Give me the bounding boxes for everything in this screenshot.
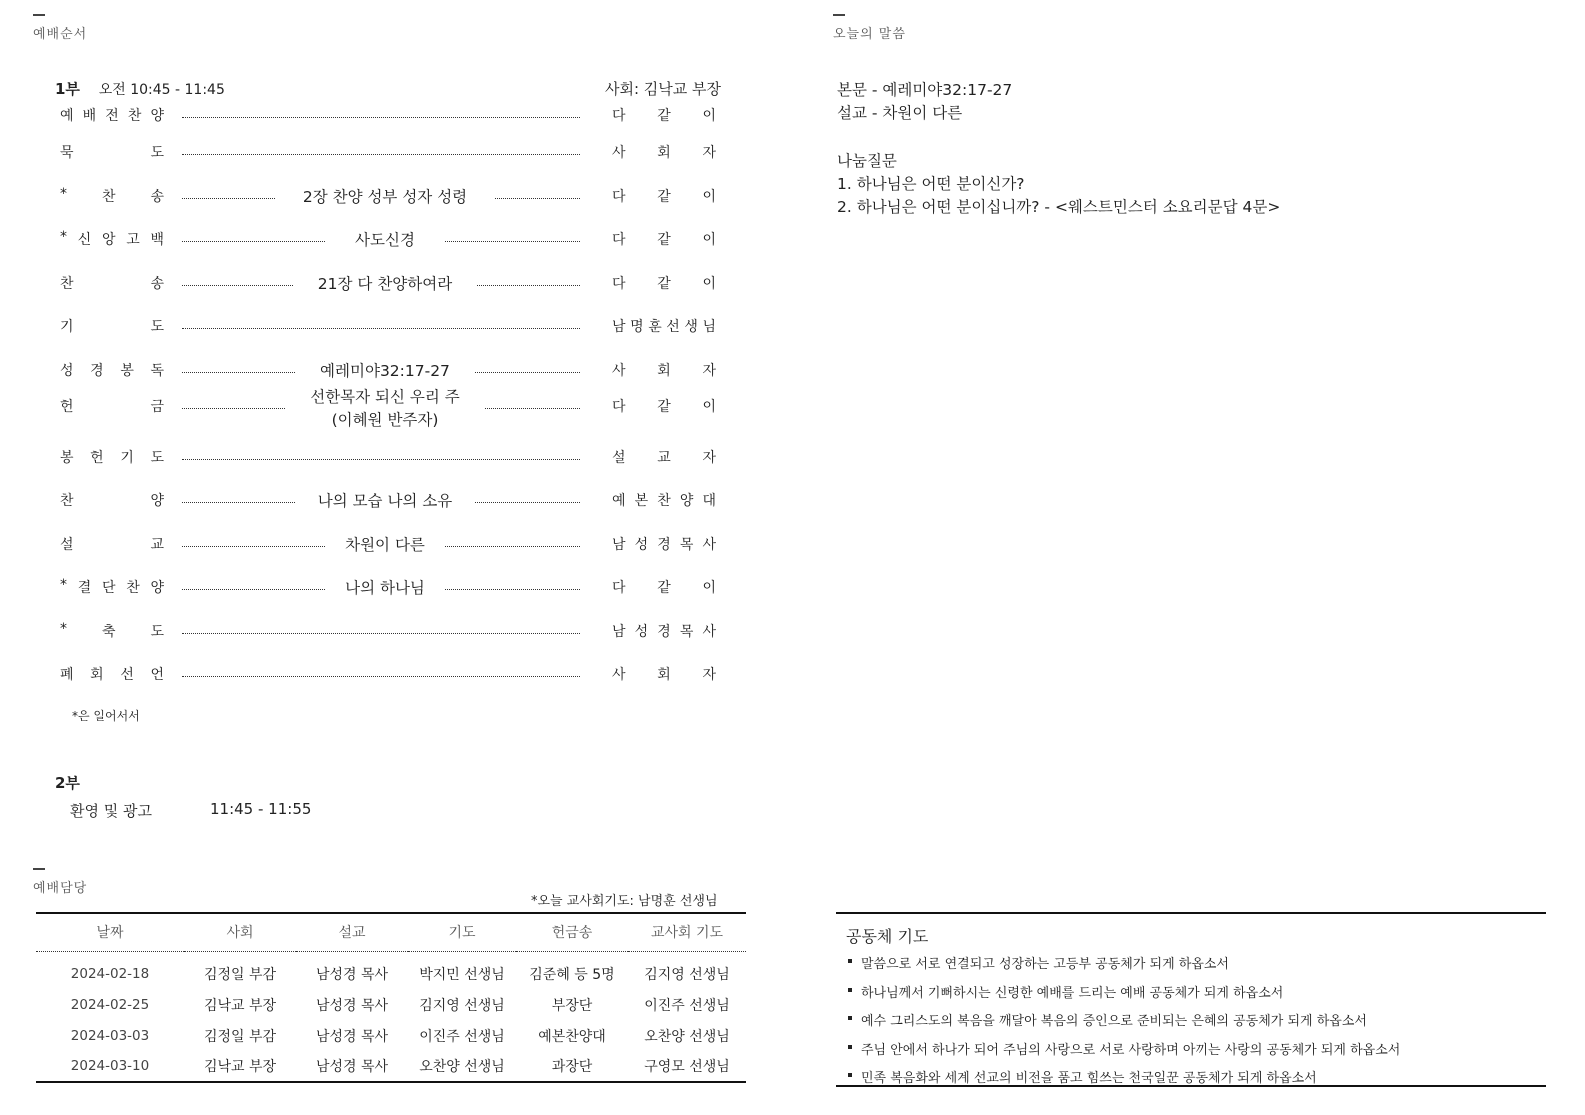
order-who-char: 본 [634, 493, 649, 509]
duty-table [36, 912, 746, 1083]
col-host: 사회 [184, 913, 296, 951]
order-item-who [612, 664, 716, 684]
cell-offering-song: 부장단 [551, 997, 593, 1014]
order-name-char: 회 [90, 667, 104, 683]
order-name-char: 양 [150, 580, 164, 596]
order-item-name [60, 664, 164, 684]
order-item-name [60, 534, 164, 554]
bullet-icon [848, 959, 852, 963]
order-who-char: 목 [679, 624, 694, 640]
order-name-char: 찬 [101, 189, 116, 205]
col-prayer: 기도 [408, 913, 516, 951]
order-name-char: 찬 [60, 276, 74, 292]
order-who-char: 이 [702, 580, 716, 596]
order-item-name [60, 229, 164, 249]
leader-dots [182, 676, 580, 677]
order-who-char: 경 [657, 624, 671, 640]
prayer-text: 예수 그리스도의 복음을 깨달아 복음의 증인으로 준비되는 은혜의 공동체가 되게 하옵소서 [861, 1014, 1367, 1029]
scripture-text: 본문 - 예레미야32:17-27 [837, 81, 1013, 99]
order-item-content: 2장 찬양 성부 성자 성령 [302, 188, 468, 206]
order-item-who [612, 105, 716, 125]
order-who-char: 님 [702, 319, 716, 335]
order-item-content: 사도신경 [355, 231, 415, 249]
leader-dots [182, 459, 580, 460]
cell-offering-song: 예본찬양대 [538, 1028, 606, 1045]
order-name-char: 기 [120, 450, 134, 466]
leader-dots [182, 328, 580, 329]
order-who-char: 같 [657, 580, 671, 596]
col-teacher-prayer: 교사회 기도 [628, 913, 746, 951]
table-row [36, 1020, 746, 1051]
order-who-char: 남 [612, 624, 626, 640]
order-item-who [612, 534, 716, 554]
order-who-char: 같 [657, 399, 671, 415]
order-who-char: 다 [612, 399, 626, 415]
order-name-char: 배 [82, 108, 97, 124]
order-name-char: 송 [150, 276, 164, 292]
order-name-char: 도 [150, 319, 164, 335]
order-row [60, 490, 720, 512]
order-row [60, 534, 720, 556]
word-section-header [833, 14, 906, 42]
table-row [36, 1051, 746, 1082]
order-who-char: 명 [630, 319, 644, 335]
order-name-char: 봉 [120, 363, 134, 379]
table-row [36, 989, 746, 1020]
leader-dots [182, 154, 580, 155]
part2-time: 11:45 - 11:55 [210, 800, 312, 818]
order-row [60, 664, 720, 686]
order-who-char: 자 [702, 667, 716, 683]
order-name-char: 헌 [90, 450, 104, 466]
col-sermon: 설교 [296, 913, 408, 951]
order-who-char: 예 [612, 493, 626, 509]
order-name-char: 고 [126, 232, 140, 248]
order-who-char: 자 [702, 145, 716, 161]
order-name-char: 송 [150, 189, 164, 205]
bullet-icon [848, 1073, 852, 1077]
order-who-char: 사 [702, 624, 716, 640]
order-who-char: 생 [684, 319, 698, 335]
order-name-char: 금 [150, 399, 164, 415]
order-who-char: 회 [657, 145, 671, 161]
cell-date: 2024-03-03 [70, 1027, 150, 1044]
word-section-label: 오늘의 말씀 [833, 26, 906, 42]
order-who-char: 설 [612, 450, 626, 466]
order-item-who [612, 229, 716, 249]
cell-offering-song: 과장단 [516, 1051, 628, 1082]
order-who-char: 남 [612, 319, 626, 335]
order-row [60, 142, 720, 164]
cell-host: 김낙교 부장 [184, 1051, 296, 1082]
questions-title: 나눔질문 [837, 152, 897, 170]
order-item-name [60, 621, 164, 641]
order-row [60, 273, 720, 295]
order-who-char: 다 [612, 580, 626, 596]
order-item-name [60, 447, 164, 467]
order-name-char: 찬 [126, 580, 140, 596]
cell-prayer: 이진주 선생님 [419, 1028, 505, 1045]
list-item [848, 953, 1400, 982]
order-item-content: 21장 다 찬양하여라 [317, 275, 453, 293]
list-item [848, 1010, 1400, 1039]
order-name-char: 성 [60, 363, 74, 379]
prayer-text: 주님 안에서 하나가 되어 주님의 사랑으로 서로 사랑하며 아끼는 사랑의 공동체가 되게 하옵소서 [861, 1042, 1401, 1058]
order-item-content: 나의 하나님 [345, 579, 425, 597]
order-who-char: 사 [612, 363, 626, 379]
order-item-who [612, 186, 716, 206]
stand-note: *은 일어서서 [72, 709, 140, 723]
col-date: 날짜 [36, 913, 184, 951]
order-item-name [60, 186, 164, 206]
order-name-char: 도 [150, 145, 164, 161]
order-item-who [612, 447, 716, 467]
order-who-char: 목 [679, 537, 694, 553]
part2-number: 2부 [55, 774, 80, 792]
order-who-char: 이 [702, 108, 716, 124]
cell-host: 김정일 부감 [203, 1028, 277, 1045]
order-name-char: 찬 [60, 493, 74, 509]
order-row [60, 186, 720, 208]
order-item-name [60, 490, 164, 510]
order-item-name [60, 273, 164, 293]
order-section-label: 예배순서 [33, 26, 88, 42]
order-who-char: 교 [657, 450, 671, 466]
part1-host: 사회: 김낙교 부장 [605, 80, 722, 98]
order-row [60, 447, 720, 469]
cell-sermon: 남성경 목사 [315, 967, 389, 984]
duty-section-header [33, 868, 87, 896]
order-section-header [33, 14, 87, 42]
order-who-char: 다 [612, 232, 626, 248]
part2-header [55, 772, 94, 793]
bullet-icon [848, 1016, 852, 1020]
order-who-char: 이 [702, 276, 716, 292]
order-name-char: 선 [120, 667, 134, 683]
cell-sermon: 남성경 목사 [315, 997, 389, 1014]
order-row [60, 229, 720, 251]
cell-host: 김정일 부감 [203, 967, 277, 984]
order-who-char: 다 [612, 189, 626, 205]
bullet-icon [848, 1045, 852, 1049]
order-who-char: 사 [612, 145, 626, 161]
order-name-char: 설 [60, 537, 74, 553]
sermon-title: 설교 - 차원이 다른 [837, 104, 963, 122]
cell-date: 2024-02-25 [70, 996, 150, 1013]
order-name-char: 경 [90, 363, 104, 379]
order-name-char: 백 [150, 232, 164, 248]
order-item-who [612, 142, 716, 162]
order-name-char: 도 [150, 450, 164, 466]
order-name-char: 봉 [60, 450, 74, 466]
order-name-char: 단 [101, 580, 116, 596]
question-item: 1. 하나님은 어떤 분이신가? [837, 175, 1025, 193]
order-name-char: 찬 [127, 108, 142, 124]
order-name-char: 앙 [101, 232, 116, 248]
order-who-char: 회 [657, 363, 671, 379]
order-who-char: 다 [612, 276, 626, 292]
order-name-char: 교 [150, 537, 164, 553]
order-who-char: 훈 [648, 319, 662, 335]
leader-dots [182, 117, 580, 118]
prayer-text: 민족 복음화와 세계 선교의 비전을 품고 힘쓰는 천국일꾼 공동체가 되게 하옵소서 [861, 1071, 1317, 1086]
order-item-content: 나의 모습 나의 소유 [317, 492, 453, 510]
prayer-text: 하나님께서 기뻐하시는 신령한 예배를 드리는 예배 공동체가 되게 하옵소서 [861, 985, 1284, 1001]
order-name-char: * [60, 621, 67, 637]
order-item-who [612, 273, 716, 293]
order-name-char: 축 [101, 624, 116, 640]
part1-number: 1부 [55, 80, 80, 98]
col-offering-song: 헌금송 [516, 913, 628, 951]
order-who-char: 남 [612, 537, 626, 553]
cell-prayer: 김지영 선생님 [419, 997, 505, 1014]
order-who-char: 선 [666, 319, 680, 335]
list-item [848, 1039, 1400, 1068]
cell-offering-song: 김준혜 등 5명 [529, 967, 615, 984]
prayer-text: 말씀으로 서로 연결되고 성장하는 고등부 공동체가 되게 하옵소서 [861, 957, 1229, 972]
order-who-char: 자 [702, 450, 716, 466]
order-who-char: 같 [657, 108, 671, 124]
order-who-char: 대 [702, 493, 716, 509]
order-item-name [60, 577, 164, 597]
order-name-char: * [60, 577, 67, 593]
order-item-who [612, 577, 716, 597]
order-name-char: 언 [150, 667, 164, 683]
order-name-char: * [60, 186, 67, 202]
order-item-who [612, 490, 716, 510]
cell-sermon: 남성경 목사 [296, 1051, 408, 1082]
order-who-char: 양 [679, 493, 694, 509]
order-item-who [612, 621, 716, 641]
cell-teacher-prayer: 구영모 선생님 [628, 1051, 746, 1082]
order-item-content: 예레미야32:17-27 [320, 362, 450, 380]
cell-host: 김낙교 부장 [203, 997, 277, 1014]
order-row [60, 577, 720, 599]
order-item-name [60, 360, 164, 380]
order-name-char: 신 [77, 232, 92, 248]
question-item: 2. 하나님은 어떤 분이십니까? - <웨스트민스터 소요리문답 4문> [837, 198, 1281, 216]
leader-dots [182, 633, 580, 634]
cell-teacher-prayer: 오찬양 선생님 [644, 1028, 730, 1045]
community-prayer-title: 공동체 기도 [846, 927, 929, 946]
cell-teacher-prayer: 이진주 선생님 [644, 997, 730, 1014]
order-who-char: 성 [634, 537, 649, 553]
order-who-char: 이 [702, 232, 716, 248]
order-item-name [60, 396, 164, 416]
order-name-char: 예 [60, 108, 74, 124]
order-who-char: 찬 [657, 493, 671, 509]
order-who-char: 같 [657, 189, 671, 205]
order-name-char: 기 [60, 319, 74, 335]
community-prayer-list [848, 953, 1400, 1096]
order-who-char: 자 [702, 363, 716, 379]
cell-sermon: 남성경 목사 [315, 1028, 389, 1045]
order-row [60, 360, 720, 382]
part1-time: 오전 10:45 - 11:45 [98, 82, 225, 98]
order-item-name [60, 105, 164, 125]
order-who-char: 경 [657, 537, 671, 553]
order-item-content: 차원이 다른 [345, 536, 425, 554]
cell-date: 2024-03-10 [36, 1051, 184, 1082]
bullet-icon [848, 988, 852, 992]
order-item-who [612, 316, 716, 336]
header-bar [833, 14, 845, 16]
order-name-char: 양 [150, 493, 164, 509]
community-prayer-box [836, 912, 1546, 1087]
order-item-name [60, 142, 164, 162]
order-name-char: 전 [105, 108, 119, 124]
order-who-char: 이 [702, 399, 716, 415]
order-name-char: 도 [150, 624, 164, 640]
order-name-char: 독 [150, 363, 164, 379]
part2-name: 환영 및 광고 [70, 802, 152, 820]
order-name-char: * [60, 229, 67, 245]
header-bar [33, 868, 45, 870]
order-name-char: 헌 [60, 399, 74, 415]
order-row [60, 621, 720, 643]
cell-date: 2024-02-18 [70, 966, 150, 983]
duty-section-label: 예배담당 [33, 880, 88, 896]
list-item [848, 1067, 1400, 1096]
order-row [60, 388, 720, 430]
order-who-char: 이 [702, 189, 716, 205]
list-item [848, 982, 1400, 1011]
order-item-sub: (이혜원 반주자) [331, 411, 439, 430]
order-who-char: 사 [612, 667, 626, 683]
order-who-char: 같 [657, 276, 671, 292]
order-item-content: 선한목자 되신 우리 주 (이혜원 반주자) [310, 388, 460, 430]
order-who-char: 같 [657, 232, 671, 248]
order-who-char: 다 [612, 108, 626, 124]
order-who-char: 성 [634, 624, 649, 640]
order-name-char: 결 [77, 580, 92, 596]
order-item-who [612, 396, 716, 416]
part1-header [55, 78, 225, 99]
order-item-who [612, 360, 716, 380]
table-row [36, 951, 746, 989]
teacher-prayer-note: *오늘 교사회기도: 남명훈 선생님 [531, 894, 718, 909]
cell-prayer: 오찬양 선생님 [408, 1051, 516, 1082]
cell-teacher-prayer: 김지영 선생님 [644, 967, 730, 984]
order-row [60, 316, 720, 338]
order-item-name [60, 316, 164, 336]
order-name-char: 폐 [60, 667, 74, 683]
order-name-char: 묵 [60, 145, 74, 161]
header-bar [33, 14, 45, 16]
order-row [60, 105, 720, 127]
order-name-char: 양 [150, 108, 164, 124]
duty-table-header-row [36, 913, 746, 951]
cell-prayer: 박지민 선생님 [419, 967, 505, 984]
order-who-char: 회 [657, 667, 671, 683]
order-who-char: 사 [702, 537, 716, 553]
